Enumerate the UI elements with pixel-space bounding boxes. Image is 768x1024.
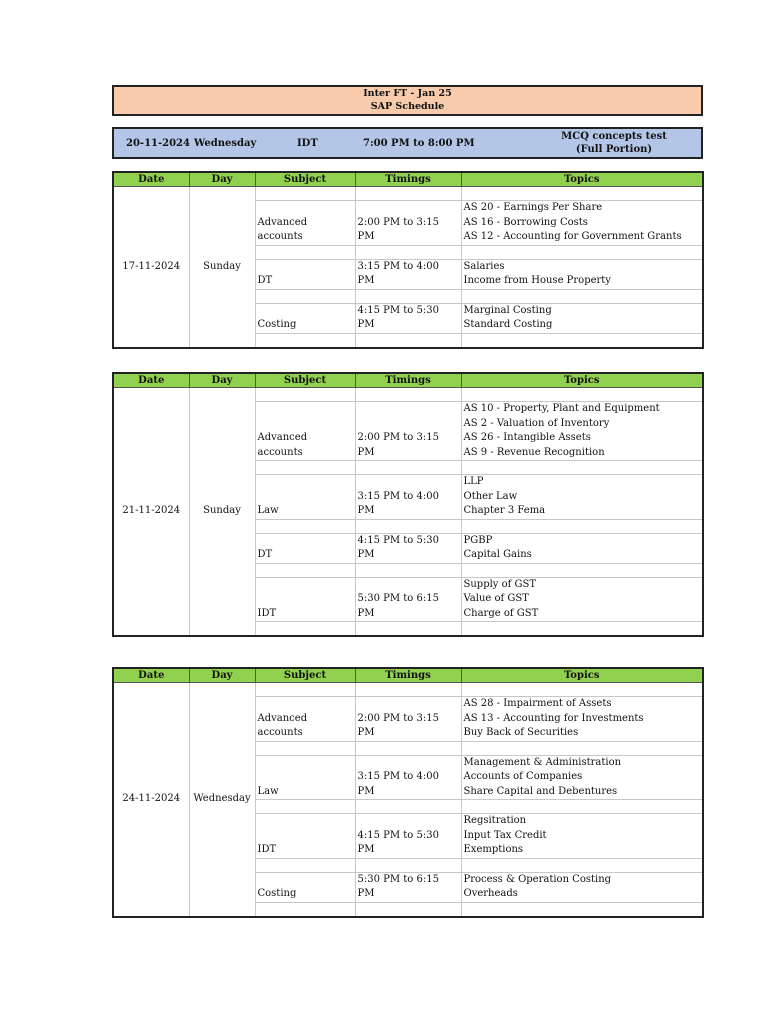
empty-cell	[355, 187, 461, 201]
empty-cell	[461, 289, 703, 303]
timing-cell: 2:00 PM to 3:15 PM	[355, 201, 461, 246]
empty-cell	[255, 683, 355, 697]
header-topics: Topics	[461, 668, 703, 683]
topic-item: AS 10 - Property, Plant and Equipment	[463, 403, 660, 414]
empty-cell	[255, 388, 355, 402]
subject-cell: Costing	[255, 872, 355, 902]
empty-cell	[461, 388, 703, 402]
title-line-2: SAP Schedule	[370, 101, 445, 112]
empty-cell	[355, 902, 461, 917]
header-subject: Subject	[255, 172, 355, 187]
empty-cell	[255, 187, 355, 201]
topic-item: AS 9 - Revenue Recognition	[463, 446, 605, 458]
topics-cell	[461, 475, 703, 520]
empty-cell	[255, 289, 355, 303]
empty-cell	[255, 519, 355, 533]
empty-cell	[355, 388, 461, 402]
empty-cell	[255, 563, 355, 577]
topic-item: PGBP	[463, 534, 493, 546]
topic-item: Accounts of Companies	[463, 771, 583, 782]
mcq-topic	[534, 130, 694, 156]
empty-cell	[255, 858, 355, 872]
empty-cell	[255, 622, 355, 637]
block-day: Sunday	[189, 187, 255, 348]
timing-cell: 5:30 PM to 6:15 PM	[355, 872, 461, 902]
empty-cell	[461, 187, 703, 201]
timing-cell: 3:15 PM to 4:00 PM	[355, 755, 461, 800]
topic-item: Management & Administration	[463, 756, 622, 768]
schedule-title	[112, 85, 703, 116]
topic-item: AS 13 - Accounting for Investments	[463, 712, 644, 724]
header-subject: Subject	[255, 668, 355, 683]
mcq-test-row	[112, 127, 703, 159]
empty-cell	[355, 289, 461, 303]
subject-cell: DT	[255, 533, 355, 563]
topic-item: Value of GST	[463, 593, 529, 604]
empty-cell	[461, 333, 703, 348]
subject-cell: Law	[255, 755, 355, 800]
topic-item: Share Capital and Debentures	[463, 785, 618, 797]
mcq-date: 20-11-2024	[126, 138, 190, 149]
timing-cell: 3:15 PM to 4:00 PM	[355, 259, 461, 289]
timing-cell: 2:00 PM to 3:15 PM	[355, 697, 461, 742]
topic-item: Standard Costing	[463, 319, 553, 330]
empty-cell	[461, 563, 703, 577]
subject-cell: IDT	[255, 814, 355, 859]
topic-item: Buy Back of Securities	[463, 727, 579, 738]
topic-item: Supply of GST	[463, 578, 537, 590]
topic-item: Other Law	[463, 490, 518, 502]
empty-cell	[355, 245, 461, 259]
timing-cell: 4:15 PM to 5:30 PM	[355, 303, 461, 333]
empty-cell	[255, 245, 355, 259]
empty-cell	[461, 461, 703, 475]
topic-item: Process & Operation Costing	[463, 873, 612, 885]
topic-item: Overheads	[463, 888, 518, 899]
topics-cell	[461, 259, 703, 289]
empty-cell	[461, 800, 703, 814]
header-day: Day	[189, 172, 255, 187]
topic-item: AS 12 - Accounting for Government Grants	[463, 231, 682, 242]
header-date: Date	[113, 668, 189, 683]
topic-item: Regsitration	[463, 815, 527, 826]
empty-cell	[355, 622, 461, 637]
topics-cell	[461, 303, 703, 333]
header-topics: Topics	[461, 373, 703, 388]
timing-cell: 4:15 PM to 5:30 PM	[355, 533, 461, 563]
topic-item: LLP	[463, 476, 484, 487]
empty-cell	[355, 800, 461, 814]
empty-cell	[355, 461, 461, 475]
header-day: Day	[189, 373, 255, 388]
header-timings: Timings	[355, 172, 461, 187]
subject-cell: Costing	[255, 303, 355, 333]
mcq-day: Wednesday	[194, 138, 257, 149]
topic-item: Exemptions	[463, 844, 524, 855]
block-date: 21-11-2024	[113, 388, 189, 637]
empty-cell	[255, 461, 355, 475]
empty-cell	[355, 683, 461, 697]
timing-cell: 3:15 PM to 4:00 PM	[355, 475, 461, 520]
block-day: Sunday	[189, 388, 255, 637]
empty-cell	[461, 741, 703, 755]
empty-cell	[255, 741, 355, 755]
empty-cell	[461, 902, 703, 917]
topic-item: AS 16 - Borrowing Costs	[463, 216, 588, 228]
topics-cell	[461, 533, 703, 563]
subject-cell: DT	[255, 259, 355, 289]
empty-cell	[355, 741, 461, 755]
topic-item: Marginal Costing	[463, 304, 552, 316]
schedule-table	[112, 171, 704, 349]
timing-cell: 2:00 PM to 3:15 PM	[355, 402, 461, 461]
title-line-1: Inter FT - Jan 25	[363, 88, 452, 99]
empty-cell	[461, 622, 703, 637]
block-date: 24-11-2024	[113, 683, 189, 917]
topics-cell	[461, 577, 703, 622]
topic-item: Chapter 3 Fema	[463, 505, 546, 516]
topics-cell	[461, 402, 703, 461]
schedule-table	[112, 372, 704, 637]
schedule-table	[112, 667, 704, 918]
topic-item: AS 28 - Impairment of Assets	[463, 698, 612, 709]
mcq-timing: 7:00 PM to 8:00 PM	[363, 138, 475, 149]
empty-cell	[255, 333, 355, 348]
topic-item: Salaries	[463, 260, 505, 272]
empty-cell	[355, 333, 461, 348]
mcq-topic-line-1: MCQ concepts test	[561, 131, 667, 142]
empty-cell	[461, 858, 703, 872]
block-day: Wednesday	[189, 683, 255, 917]
header-timings: Timings	[355, 373, 461, 388]
empty-cell	[355, 858, 461, 872]
topics-cell	[461, 814, 703, 859]
header-topics: Topics	[461, 172, 703, 187]
empty-cell	[255, 800, 355, 814]
topic-item: AS 26 - Intangible Assets	[463, 432, 591, 443]
header-subject: Subject	[255, 373, 355, 388]
subject-cell: Law	[255, 475, 355, 520]
header-date: Date	[113, 172, 189, 187]
header-day: Day	[189, 668, 255, 683]
topic-item: Capital Gains	[463, 549, 532, 560]
topic-item: Income from House Property	[463, 275, 611, 286]
empty-cell	[255, 902, 355, 917]
empty-cell	[355, 563, 461, 577]
subject-cell: IDT	[255, 577, 355, 622]
subject-cell: Advanced accounts	[255, 697, 355, 742]
header-date: Date	[113, 373, 189, 388]
empty-cell	[461, 519, 703, 533]
topics-cell	[461, 697, 703, 742]
subject-cell: Advanced accounts	[255, 402, 355, 461]
topic-item: Input Tax Credit	[463, 829, 547, 841]
empty-cell	[461, 683, 703, 697]
timing-cell: 5:30 PM to 6:15 PM	[355, 577, 461, 622]
timing-cell: 4:15 PM to 5:30 PM	[355, 814, 461, 859]
subject-cell: Advanced accounts	[255, 201, 355, 246]
empty-cell	[355, 519, 461, 533]
mcq-subject: IDT	[297, 138, 318, 149]
block-date: 17-11-2024	[113, 187, 189, 348]
header-timings: Timings	[355, 668, 461, 683]
topics-cell	[461, 201, 703, 246]
topics-cell	[461, 755, 703, 800]
topics-cell	[461, 872, 703, 902]
topic-item: AS 2 - Valuation of Inventory	[463, 417, 610, 429]
mcq-topic-line-2: (Full Portion)	[575, 144, 653, 155]
topic-item: Charge of GST	[463, 607, 539, 619]
empty-cell	[461, 245, 703, 259]
topic-item: AS 20 - Earnings Per Share	[463, 202, 603, 213]
